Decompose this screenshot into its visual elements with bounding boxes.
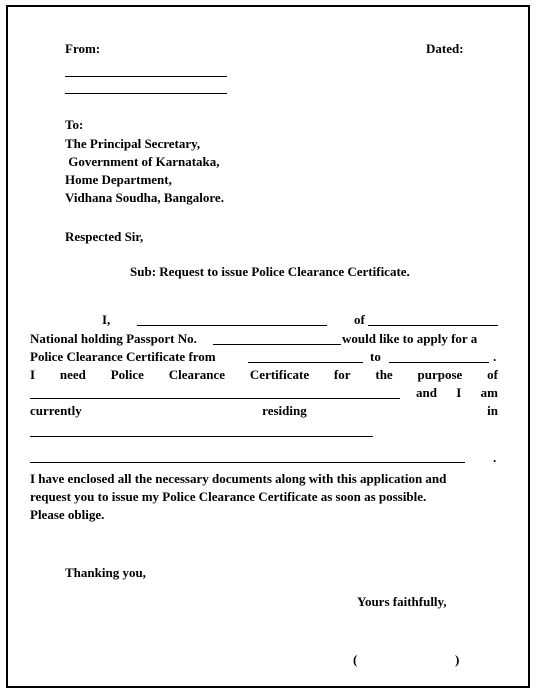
word: purpose xyxy=(417,367,463,382)
thanking-you: Thanking you, xyxy=(65,565,146,580)
word: in xyxy=(487,403,498,418)
yours-faithfully: Yours faithfully, xyxy=(357,594,447,609)
word: Clearance xyxy=(168,367,226,382)
passport-blank xyxy=(213,344,341,345)
word: for xyxy=(333,367,351,382)
body-of: of xyxy=(354,312,365,327)
word: the xyxy=(375,367,393,382)
word: of xyxy=(487,367,498,382)
to-line: Vidhana Soudha, Bangalore. xyxy=(65,190,224,205)
body-purpose-line xyxy=(30,367,498,383)
word: Police xyxy=(110,367,144,382)
to-date-blank xyxy=(389,362,489,363)
body-para2-line: request you to issue my Police Clearance Certificate as soon as possible. xyxy=(30,489,427,504)
word: currently xyxy=(30,403,82,418)
word: need xyxy=(59,367,86,382)
body-apply: would like to apply for a xyxy=(342,331,478,346)
name-blank xyxy=(137,325,327,326)
to-label: To: xyxy=(65,117,84,132)
word: residing xyxy=(262,403,307,418)
from-line-1 xyxy=(65,76,227,77)
body-i: I, xyxy=(102,312,111,327)
to-line: Government of Karnataka, xyxy=(65,154,220,169)
to-line: The Principal Secretary, xyxy=(65,136,201,151)
dated-label: Dated: xyxy=(426,41,464,56)
signature-paren-open: ( xyxy=(353,652,358,667)
nationality-blank xyxy=(368,325,498,326)
body-pcc-from: Police Clearance Certificate from xyxy=(30,349,216,364)
word: Certificate xyxy=(249,367,310,382)
from-date-blank xyxy=(248,362,363,363)
body-passport: National holding Passport No. xyxy=(30,331,197,346)
address-blank-1 xyxy=(30,436,373,437)
word: I xyxy=(30,367,36,382)
signature-paren-close: ) xyxy=(455,652,460,667)
body-and-i-am xyxy=(416,385,498,401)
body-to: to xyxy=(370,349,381,364)
body-para2-line: Please oblige. xyxy=(30,507,105,522)
body-para2-line: I have enclosed all the necessary documents along with this application and xyxy=(30,471,447,486)
body-period: . xyxy=(493,450,497,465)
from-label: From: xyxy=(65,41,101,56)
body-residing-line xyxy=(30,403,498,419)
word: am xyxy=(480,385,498,400)
purpose-blank xyxy=(30,398,400,399)
address-blank-2 xyxy=(30,462,465,463)
from-line-2 xyxy=(65,93,227,94)
subject-line: Sub: Request to issue Police Clearance Certificate. xyxy=(130,264,410,279)
body-period: . xyxy=(493,349,497,364)
word: I xyxy=(456,385,462,400)
word: and xyxy=(416,385,437,400)
salutation: Respected Sir, xyxy=(65,229,144,244)
to-line: Home Department, xyxy=(65,172,172,187)
